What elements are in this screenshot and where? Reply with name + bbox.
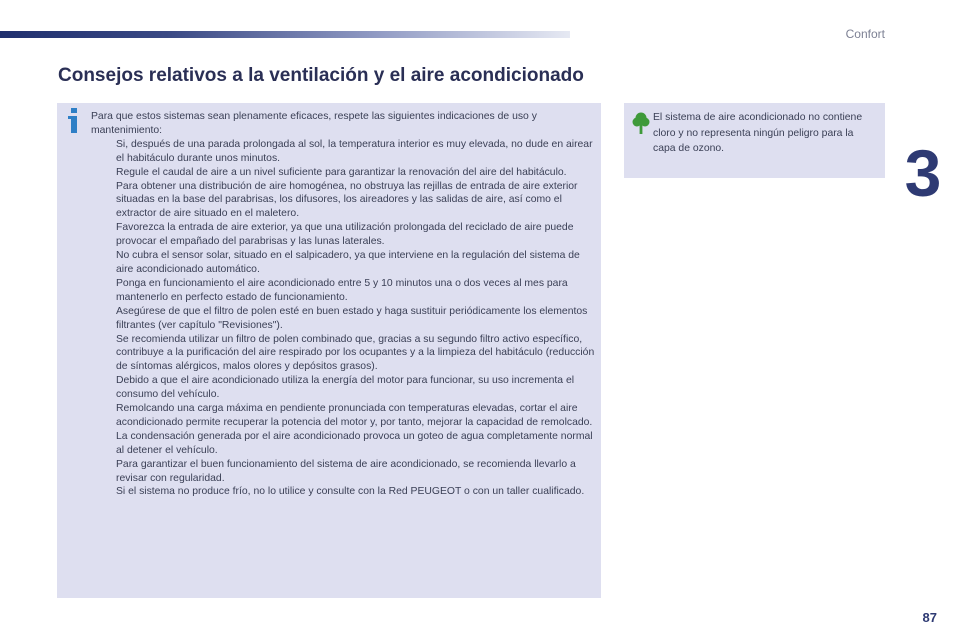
tip-item bbox=[91, 305, 599, 375]
tip-item bbox=[91, 249, 599, 277]
page-number: 87 bbox=[922, 610, 937, 625]
tip-text: Asegúrese de que el filtro de polen esté en buen estado y haga sustituir periódicamente los elementos filtrantes (ver capítulo "Revisiones"). bbox=[116, 305, 588, 331]
info-lead: Para que estos sistemas sean plenamente eficaces, respete las siguientes indicaciones de uso y mantenimiento: bbox=[91, 111, 537, 136]
info-panel bbox=[57, 103, 601, 598]
tree-icon bbox=[631, 111, 651, 135]
tip-item bbox=[91, 374, 599, 457]
tip-text: No cubra el sensor solar, situado en el salpicadero, ya que interviene en la regulación del sistema de aire acondicionado automático. bbox=[116, 250, 580, 275]
tip-text: Si, después de una parada prolongada al sol, la temperatura interior es muy elevada, no dude en airear el habitáculo durante unos minutos. bbox=[116, 138, 593, 164]
header-accent-bar bbox=[0, 31, 570, 38]
tip-text: Para garantizar el buen funcionamiento del sistema de aire acondicionado, se recomienda llevarlo a revisar con regularidad. bbox=[116, 458, 576, 484]
info-body bbox=[91, 110, 599, 499]
tip-item bbox=[91, 138, 599, 180]
chapter-number: 3 bbox=[904, 136, 942, 210]
section-label: Confort bbox=[845, 27, 885, 41]
tips-list bbox=[91, 138, 599, 500]
tip-item bbox=[91, 221, 599, 249]
tip-item bbox=[91, 180, 599, 222]
tip-text: Se recomienda utilizar un filtro de polen combinado que, gracias a su segundo filtro activo específico, contribuye a la purificación del aire respirado por los ocupantes y a la limpieza del habitáculo (reducción de síntomas alérgicos, malos olores y depósitos grasos). bbox=[116, 333, 595, 373]
tip-text: La condensación generada por el aire acondicionado provoca un goteo de agua completamente normal al detener el vehículo. bbox=[116, 430, 593, 456]
page-title: Consejos relativos a la ventilación y el aire acondicionado bbox=[58, 65, 584, 86]
eco-text: El sistema de aire acondicionado no contiene cloro y no representa ningún peligro para la capa de ozono. bbox=[653, 112, 863, 154]
tip-text: Favorezca la entrada de aire exterior, ya que una utilización prolongada del reciclado de aire puede provocar el empañado del parabrisas y las lunas laterales. bbox=[116, 222, 574, 248]
tip-item bbox=[91, 458, 599, 486]
tip-text: Si el sistema no produce frío, no lo utilice y consulte con la Red PEUGEOT o con un taller cualificado. bbox=[116, 486, 585, 498]
eco-panel bbox=[624, 103, 885, 178]
tip-text: Remolcando una carga máxima en pendiente pronunciada con temperaturas elevadas, cortar el aire acondicionado permite recuperar la potencia del motor y, por tanto, mejorar la capacidad de remolcado. bbox=[116, 403, 593, 428]
tip-text: Debido a que el aire acondicionado utiliza la energía del motor para funcionar, su uso incrementa el consumo del vehículo. bbox=[116, 375, 575, 401]
tip-item bbox=[91, 485, 599, 499]
tip-text: Para obtener una distribución de aire homogénea, no obstruya las rejillas de entrada de aire exterior situadas en la base del parabrisas, los difusores, los aireadores y las salidas de aire, así como el extractor de aire situado en el maletero. bbox=[116, 180, 578, 220]
tip-text: Regule el caudal de aire a un nivel suficiente para garantizar la renovación del aire del habitáculo. bbox=[116, 166, 567, 178]
info-icon bbox=[66, 108, 82, 134]
tip-text: Ponga en funcionamiento el aire acondicionado entre 5 y 10 minutos una o dos veces al mes para mantenerlo en perfecto estado de funcionamiento. bbox=[116, 277, 568, 303]
tip-item bbox=[91, 277, 599, 305]
